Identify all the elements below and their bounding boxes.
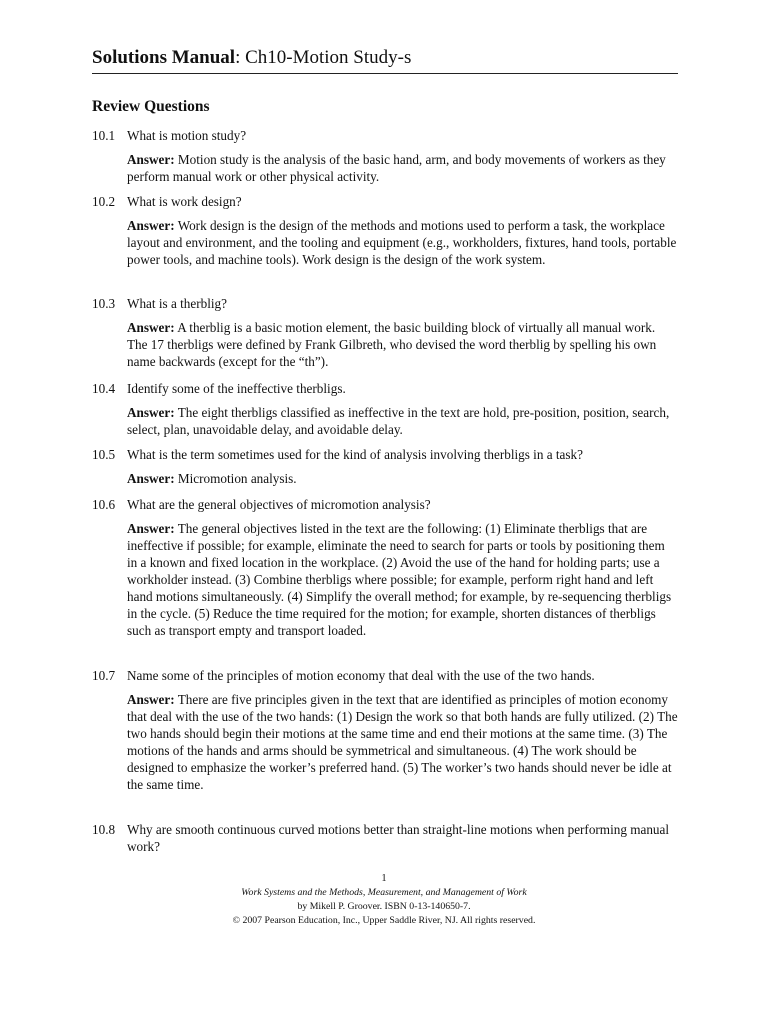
question — [92, 193, 678, 210]
answer-text: Micromotion analysis. — [177, 471, 297, 486]
answer-label: Answer: — [127, 521, 175, 536]
qa-item — [92, 193, 678, 268]
answer — [127, 691, 678, 793]
question-text: Why are smooth continuous curved motions better than straight-line motions when performing manual work? — [127, 822, 670, 854]
page-header — [92, 46, 678, 74]
question-number: 10.5 — [92, 447, 116, 462]
answer — [127, 151, 678, 185]
author-line: by Mikell P. Groover. ISBN 0-13-140650-7. — [297, 901, 471, 912]
question-text: What is motion study? — [127, 128, 247, 143]
answer-text: A therblig is a basic motion element, the basic building block of virtually all manual work. The 17 therbligs were defined by Frank Gilbreth, who devised the word therblig by spelling his own name backwards (except for the “th”). — [127, 320, 657, 369]
copyright-line: © 2007 Pearson Education, Inc., Upper Saddle River, NJ. All rights reserved. — [232, 915, 536, 926]
qa-item — [92, 127, 678, 185]
question-text: Identify some of the ineffective therbligs. — [127, 381, 346, 396]
answer — [127, 217, 678, 268]
question — [92, 821, 678, 855]
answer-label: Answer: — [127, 405, 175, 420]
answer — [127, 520, 678, 639]
question-text: What are the general objectives of micromotion analysis? — [127, 497, 431, 512]
question — [92, 496, 678, 513]
qa-item — [92, 380, 678, 438]
question-number: 10.3 — [92, 296, 116, 311]
header-title-rest: : Ch10-Motion Study-s — [235, 47, 412, 68]
answer-label: Answer: — [127, 152, 175, 167]
header-title-bold: Solutions Manual — [92, 47, 236, 68]
section-title: Review Questions — [92, 98, 210, 115]
question — [92, 295, 678, 312]
answer-label: Answer: — [127, 692, 175, 707]
question-text: What is a therblig? — [127, 296, 227, 311]
answer-text: There are five principles given in the text that are identified as principles of motion economy that deal with the use of the two hands: (1) Design the work so that both hands are fully utilized. (2) The two hands should begin their motions at the same time and end their motions at the same time. (3) The motions of the hands and arms should be symmetrical and simultaneous. (4) The work should be designed to emphasize the worker’s preferred hand. (5) The worker’s two hands should never be idle at the same time. — [127, 692, 678, 792]
qa-item — [92, 667, 678, 793]
answer — [127, 404, 678, 438]
question-text: What is the term sometimes used for the kind of analysis involving therbligs in a task? — [127, 447, 583, 462]
page-number: 1 — [381, 873, 387, 884]
qa-item — [92, 295, 678, 370]
answer — [127, 319, 678, 370]
qa-item — [92, 446, 678, 487]
question-number: 10.2 — [92, 194, 116, 209]
question-number: 10.4 — [92, 381, 116, 396]
qa-item — [92, 821, 678, 855]
book-title: Work Systems and the Methods, Measurement, and Management of Work — [241, 887, 527, 898]
question-text: What is work design? — [127, 194, 242, 209]
answer-text: Motion study is the analysis of the basic hand, arm, and body movements of workers as they perform manual work or other physical activity. — [127, 152, 666, 184]
answer-text: The general objectives listed in the text are the following: (1) Eliminate therbligs that are ineffective if possible; for example, eliminate the need to search for parts or tools by positioning them in a known and fixed location in the workplace. (2) Avoid the use of the hand for holding parts; use a workholder instead. (3) Combine therbligs where possible; for example, perform right hand and left hand motions simultaneously. (4) Simplify the overall method; for example, by re-sequencing therbligs in the cycle. (5) Reduce the time required for the motion; for example, shorten distances of therbligs such as transport empty and transport loaded. — [127, 521, 672, 638]
question-number: 10.8 — [92, 822, 116, 837]
question — [92, 667, 678, 684]
question-text: Name some of the principles of motion economy that deal with the use of the two hands. — [127, 668, 595, 683]
question — [92, 127, 678, 144]
question — [92, 380, 678, 397]
answer-text: Work design is the design of the methods and motions used to perform a task, the workplace layout and environment, and the tooling and equipment (e.g., workholders, fixtures, hand tools, portable power tools, and machine tools). Work design is the design of the work system. — [127, 218, 677, 267]
qa-item — [92, 496, 678, 639]
question-number: 10.6 — [92, 497, 116, 512]
page-footer — [0, 872, 768, 928]
answer-label: Answer: — [127, 320, 175, 335]
question — [92, 446, 678, 463]
answer-label: Answer: — [127, 218, 175, 233]
question-number: 10.7 — [92, 668, 116, 683]
answer-label: Answer: — [127, 471, 175, 486]
answer — [127, 470, 678, 487]
answer-text: The eight therbligs classified as ineffective in the text are hold, pre-position, position, search, select, plan, unavoidable delay, and avoidable delay. — [127, 405, 670, 437]
question-number: 10.1 — [92, 128, 116, 143]
